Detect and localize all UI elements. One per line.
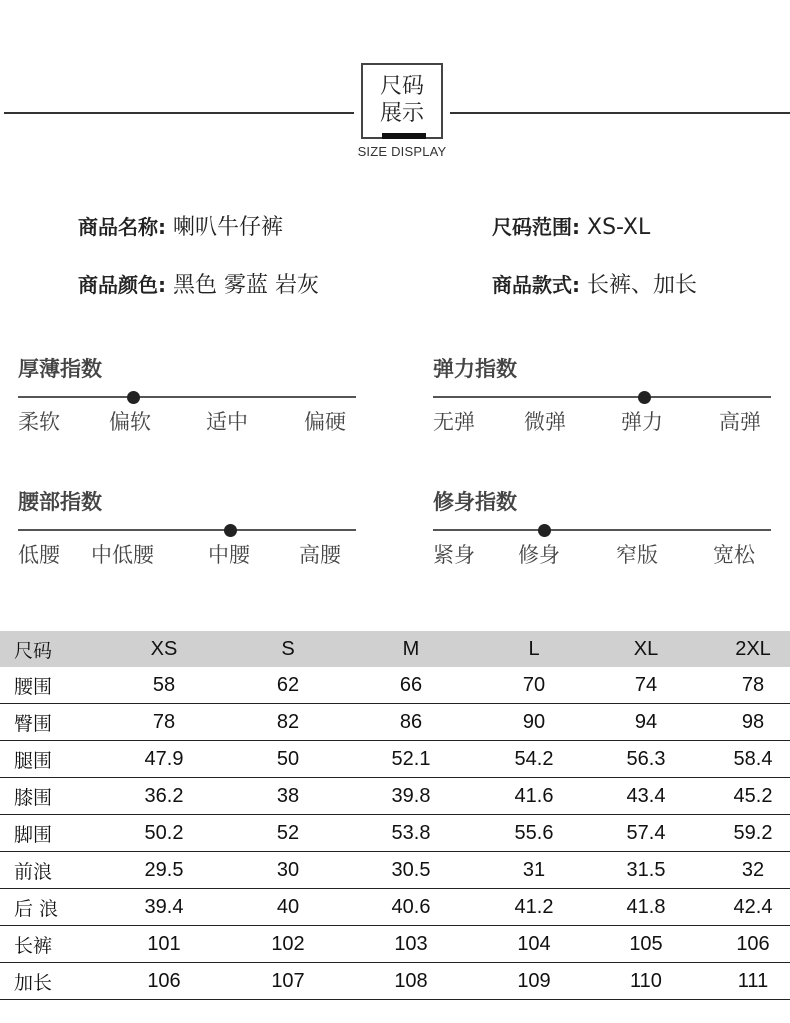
table-row [0,741,790,778]
table-cell: 111 [737,969,769,992]
header-cell: L [528,637,540,660]
size-range-key: 尺码范围: [492,215,580,239]
thickness-scale-marker [127,391,140,404]
fit-index-title: 修身指数 [433,490,517,514]
table-cell: 106 [147,969,181,992]
table-cell: 106 [736,932,770,955]
table-cell: 101 [147,932,181,955]
table-cell: 105 [629,932,663,955]
row-label: 脚围 [14,823,53,846]
table-row [0,778,790,815]
table-row [0,704,790,741]
table-cell: 50 [276,747,300,770]
table-cell: 78 [152,710,176,733]
table-cell: 102 [271,932,305,955]
header-cell: 尺码 [14,639,53,662]
table-cell: 86 [399,710,423,733]
header-rule-left [4,112,354,114]
row-label: 加长 [14,971,53,994]
header-cell: S [281,637,295,660]
table-cell: 47.9 [144,747,184,770]
table-cell: 43.4 [626,784,666,807]
size-range-row [492,212,650,243]
fit-label-2: 修身 [518,543,560,567]
size-table [0,631,790,1000]
fit-label-3: 窄版 [616,543,658,567]
fit-label-4: 宽松 [713,543,755,567]
elasticity-scale-marker [638,391,651,404]
product-color-row [78,270,319,301]
table-cell: 56.3 [626,747,666,770]
waist-label-2: 中低腰 [91,543,154,567]
table-cell: 74 [634,673,658,696]
table-cell: 31 [522,858,546,881]
table-row [0,889,790,926]
waist-scale-marker [224,524,237,537]
product-color-key: 商品颜色: [78,273,166,297]
row-label: 腰围 [14,675,53,698]
table-cell: 82 [276,710,300,733]
thickness-label-1: 柔软 [18,410,60,434]
row-label: 腿围 [14,749,53,772]
table-cell: 39.8 [391,784,431,807]
table-cell: 30.5 [391,858,431,881]
table-cell: 58.4 [733,747,773,770]
product-name-key: 商品名称: [78,215,166,239]
elasticity-label-4: 高弹 [719,410,761,434]
product-color-value: 黑色 雾蓝 岩灰 [173,273,319,298]
row-label: 膝围 [14,786,53,809]
product-style-value: 长裤、加长 [587,273,698,298]
table-cell: 41.6 [514,784,554,807]
table-cell: 40.6 [391,895,431,918]
table-cell: 70 [522,673,546,696]
table-cell: 59.2 [733,821,773,844]
table-cell: 41.2 [514,895,554,918]
row-label: 后 浪 [14,897,59,920]
table-cell: 98 [741,710,765,733]
table-cell: 50.2 [144,821,184,844]
table-cell: 36.2 [144,784,184,807]
product-name-row [78,212,283,243]
elasticity-index-title: 弹力指数 [433,357,517,381]
table-cell: 52.1 [391,747,431,770]
table-cell: 90 [522,710,546,733]
thickness-label-2: 偏软 [109,410,151,434]
size-table-header [0,631,790,667]
waist-label-1: 低腰 [18,543,60,567]
thickness-index-title: 厚薄指数 [18,357,102,381]
waist-scale-line [18,529,356,531]
waist-label-3: 中腰 [208,543,250,567]
waist-index-title: 腰部指数 [18,490,102,514]
table-cell: 29.5 [144,858,184,881]
row-label: 前浪 [14,860,53,883]
fit-scale-marker [538,524,551,537]
table-row [0,926,790,963]
table-cell: 104 [517,932,551,955]
thickness-scale-line [18,396,356,398]
product-name-value: 喇叭牛仔裤 [173,215,284,240]
table-cell: 58 [152,673,176,696]
elasticity-label-2: 微弹 [524,410,566,434]
table-cell: 94 [634,710,658,733]
table-cell: 53.8 [391,821,431,844]
header-cell: XS [150,637,178,660]
table-cell: 32 [741,858,765,881]
table-row [0,815,790,852]
header-cell: M [402,637,420,660]
table-cell: 42.4 [733,895,773,918]
row-label: 长裤 [14,934,53,957]
table-cell: 52 [276,821,300,844]
fit-scale-line [433,529,771,531]
thickness-label-3: 适中 [206,410,248,434]
table-cell: 55.6 [514,821,554,844]
title-line-2: 展示 [379,101,424,126]
table-cell: 57.4 [626,821,666,844]
title-line-1: 尺码 [379,74,424,99]
product-style-key: 商品款式: [492,273,580,297]
table-cell: 31.5 [626,858,666,881]
table-row [0,852,790,889]
title-underline-bar [382,133,426,139]
row-label: 臀围 [14,712,53,735]
table-row [0,963,790,1000]
elasticity-label-3: 弹力 [621,410,663,434]
size-display-subtitle: SIZE DISPLAY [357,144,447,159]
thickness-label-4: 偏硬 [304,410,346,434]
table-row [0,667,790,704]
header-cell: XL [633,637,659,660]
product-style-row [492,270,697,301]
header-rule-right [450,112,790,114]
table-cell: 107 [271,969,305,992]
table-cell: 108 [394,969,428,992]
size-range-value: XS-XL [587,215,651,240]
waist-label-4: 高腰 [299,543,341,567]
table-cell: 39.4 [144,895,184,918]
table-cell: 109 [517,969,551,992]
table-cell: 54.2 [514,747,554,770]
table-cell: 45.2 [733,784,773,807]
table-cell: 30 [276,858,300,881]
table-cell: 103 [394,932,428,955]
header-cell: 2XL [735,637,771,660]
table-cell: 62 [276,673,300,696]
table-cell: 66 [399,673,423,696]
table-cell: 78 [741,673,765,696]
table-cell: 110 [630,969,662,992]
elasticity-label-1: 无弹 [433,410,475,434]
fit-label-1: 紧身 [433,543,475,567]
size-display-title-box [361,63,443,139]
table-cell: 38 [276,784,300,807]
table-cell: 41.8 [626,895,666,918]
elasticity-scale-line [433,396,771,398]
table-cell: 40 [276,895,300,918]
